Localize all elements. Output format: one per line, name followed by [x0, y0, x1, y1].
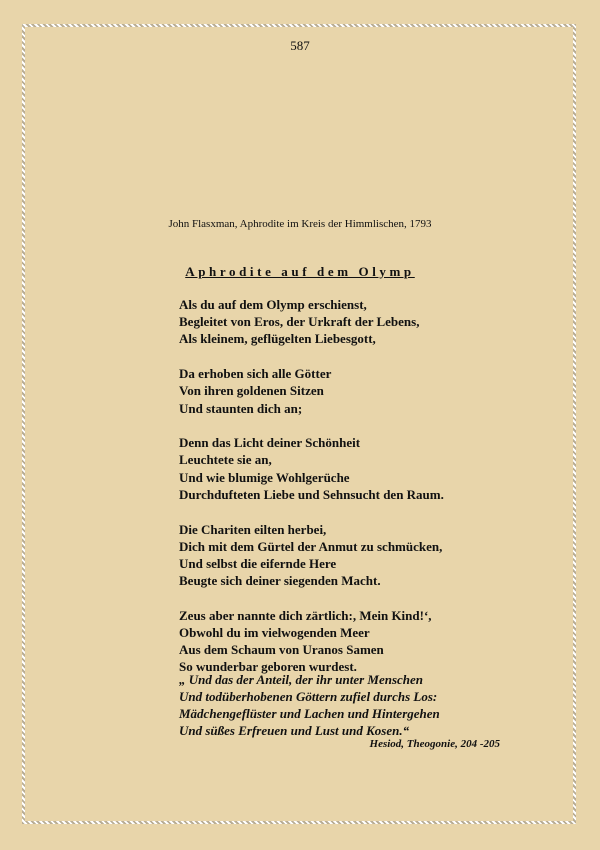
stanza	[179, 296, 579, 348]
poem-body	[179, 296, 579, 693]
poem-line: Als du auf dem Olymp erschienst,	[179, 297, 367, 312]
quote-line: Mädchengeflüster und Lachen und Hintergehen	[179, 706, 440, 721]
poem-line: Als kleinem, geflügelten Liebesgott,	[179, 331, 376, 347]
stanza	[179, 607, 579, 676]
poem-line: Und staunten dich an;	[179, 400, 303, 416]
stanza	[179, 434, 579, 503]
quote-source: Hesiod, Theogonie, 204 -205	[369, 738, 500, 750]
stanza	[179, 521, 579, 590]
page-number: 587	[290, 38, 310, 53]
poem-line: Und selbst die eifernde Here	[179, 555, 337, 571]
poem-line: Begleitet von Eros, der Urkraft der Lebens,	[179, 314, 420, 330]
poem-line: Und wie blumige Wohlgerüche	[179, 469, 350, 485]
quote-line: „ Und das der Anteil, der ihr unter Menschen	[179, 672, 424, 687]
hesiod-quote	[179, 671, 579, 739]
poem-line: Zeus aber nannte dich zärtlich:, Mein Kind!‘,	[179, 607, 432, 623]
poem-line: So wunderbar geboren wurdest.	[179, 659, 357, 675]
poem-line: Von ihren goldenen Sitzen	[179, 383, 324, 399]
poem-line: Denn das Licht deiner Schönheit	[179, 435, 361, 451]
poem-line: Dich mit dem Gürtel der Anmut zu schmücken,	[179, 538, 443, 554]
poem-title: Aphrodite auf dem Olymp	[185, 264, 415, 279]
quote-line: Und todüberhobenen Göttern zufiel durchs Los:	[179, 689, 438, 704]
poem-line: Durchdufteten Liebe und Sehnsucht den Raum.	[179, 486, 444, 502]
image-caption: John Flasxman, Aphrodite im Kreis der Himmlischen, 1793	[168, 218, 432, 230]
poem-line: Aus dem Schaum von Uranos Samen	[179, 642, 384, 658]
stanza	[179, 365, 579, 417]
poem-line: Da erhoben sich alle Götter	[179, 366, 332, 382]
poem-line: Obwohl du im vielwogenden Meer	[179, 625, 370, 641]
poem-line: Leuchtete sie an,	[179, 452, 272, 468]
quote-line: Und süßes Erfreuen und Lust und Kosen.“	[179, 723, 410, 738]
poem-line: Beugte sich deiner siegenden Macht.	[179, 573, 381, 589]
poem-line: Die Chariten eilten herbei,	[179, 521, 327, 537]
